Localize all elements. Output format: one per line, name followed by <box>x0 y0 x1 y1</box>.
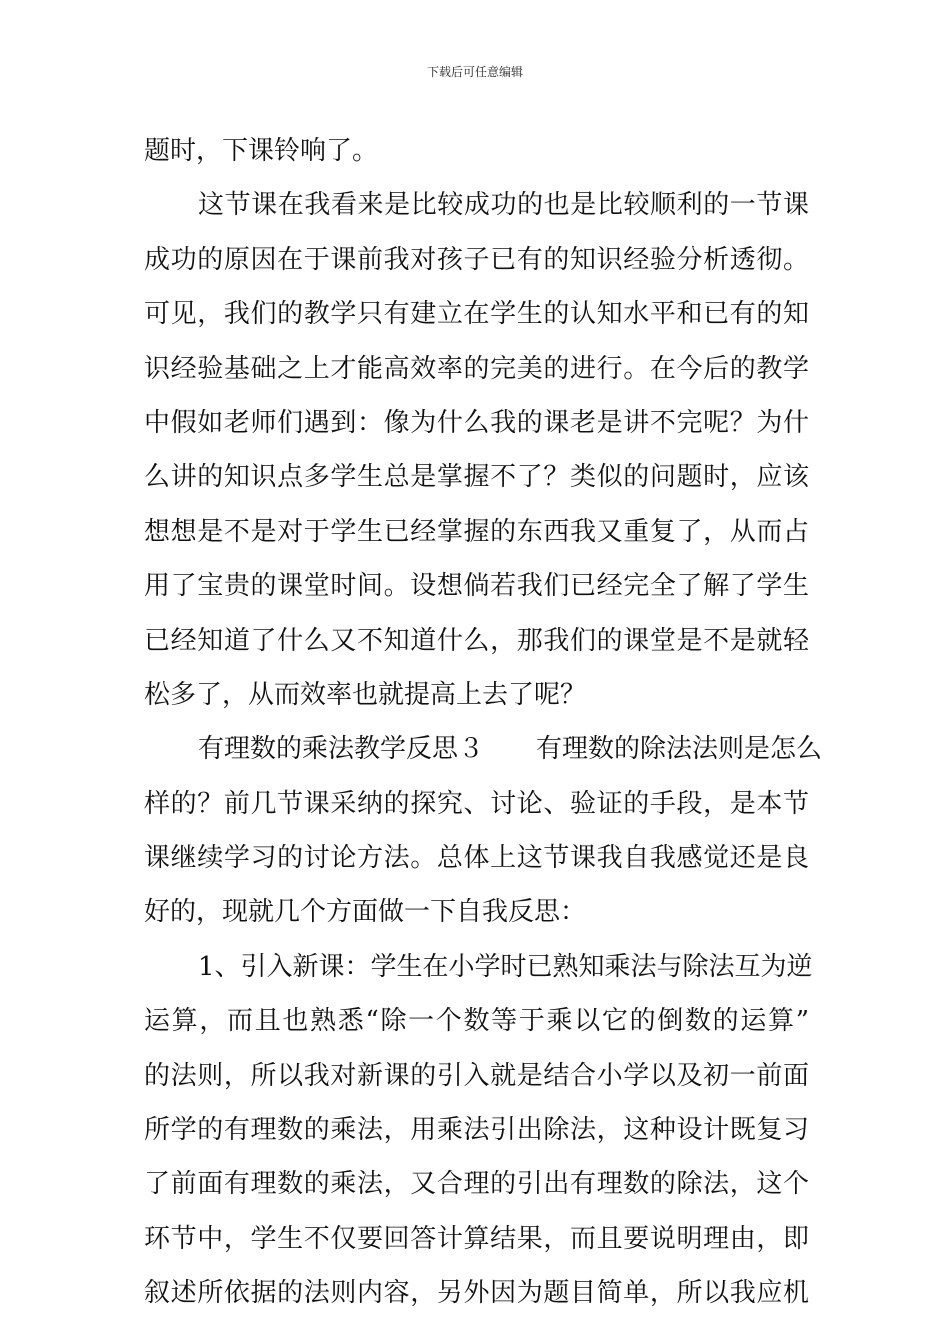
text-line: 松多了，从而效率也就提高上去了呢？ <box>144 679 587 710</box>
text-line: 可见，我们的教学只有建立在学生的认知水平和已有的知 <box>144 299 809 330</box>
text-line: 运算，而且也熟悉“除一个数等于乘以它的倒数的运算” <box>144 1006 809 1037</box>
text-line: 叙述所依据的法则内容，另外因为题目简单，所以我应机 <box>144 1278 809 1309</box>
page-header: 下载后可任意编辑 <box>426 65 523 79</box>
body-text <box>144 124 823 1321</box>
text-line: 用了宝贵的课堂时间。设想倘若我们已经完全了解了学生 <box>144 571 809 602</box>
text-line: 环节中，学生不仅要回答计算结果，而且要说明理由，即 <box>144 1223 809 1254</box>
text-line: 中假如老师们遇到：像为什么我的课老是讲不完呢？为什 <box>144 407 809 438</box>
text-line: 好的，现就几个方面做一下自我反思： <box>144 897 587 928</box>
text-line: 识经验基础之上才能高效率的完美的进行。在今后的教学 <box>144 353 809 384</box>
text-line: 成功的原因在于课前我对孩子已有的知识经验分析透彻。 <box>144 244 809 275</box>
text-line: 这节课在我看来是比较成功的也是比较顺利的一节课 <box>198 190 809 221</box>
text-line: 有理数的乘法教学反思３ 有理数的除法法则是怎么 <box>198 734 823 765</box>
text-line: 1、引入新课：学生在小学时已熟知乘法与除法互为逆 <box>198 951 813 982</box>
text-line: 课继续学习的讨论方法。总体上这节课我自我感觉还是良 <box>144 843 809 874</box>
text-line: 么讲的知识点多学生总是掌握不了？类似的问题时，应该 <box>144 462 809 493</box>
text-line: 已经知道了什么又不知道什么，那我们的课堂是不是就轻 <box>144 625 809 656</box>
text-line: 的法则，所以我对新课的引入就是结合小学以及初一前面 <box>144 1060 809 1091</box>
text-line: 想想是不是对于学生已经掌握的东西我又重复了，从而占 <box>144 516 809 547</box>
text-line: 样的？前几节课采纳的探究、讨论、验证的手段，是本节 <box>144 788 809 819</box>
text-line: 题时，下课铃响了。 <box>144 136 379 166</box>
text-line: 了前面有理数的乘法，又合理的引出有理数的除法，这个 <box>144 1169 809 1200</box>
text-line: 所学的有理数的乘法，用乘法引出除法，这种设计既复习 <box>144 1115 809 1146</box>
